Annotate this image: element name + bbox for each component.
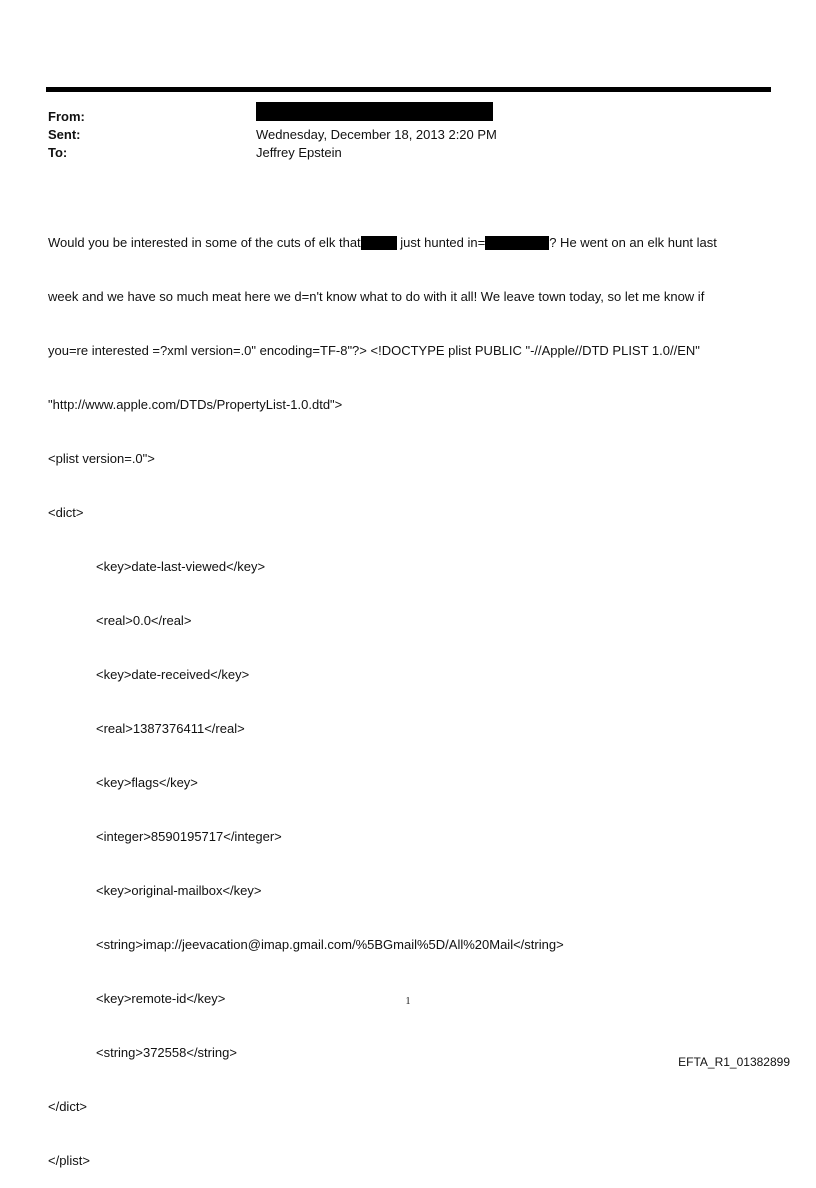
body-text-segment: just hunted in=	[396, 235, 486, 250]
body-line: <plist version=.0">	[48, 451, 155, 466]
dict-line: <string>imap://jeevacation@imap.gmail.com/%5BGmail%5D/All%20Mail</string>	[96, 937, 564, 952]
page-number: 1	[405, 996, 411, 1007]
redaction-block	[256, 102, 493, 121]
sent-row	[48, 126, 768, 144]
dict-line: <key>date-received</key>	[96, 667, 250, 682]
sent-value: Wednesday, December 18, 2013 2:20 PM	[256, 127, 497, 142]
document-id: EFTA_R1_01382899	[678, 1055, 790, 1069]
body-text-segment: ? He went on an elk hunt last	[549, 235, 717, 250]
from-row	[48, 108, 768, 126]
body-text-segment: Would you be interested in some of the cuts of elk that	[48, 235, 361, 250]
dict-line: <real>1387376411</real>	[96, 721, 245, 736]
body-line: week and we have so much meat here we d=n't know what to do with it all! We leave town today, so let me know if	[48, 289, 705, 304]
redaction-block	[361, 236, 397, 250]
dict-line: <key>original-mailbox</key>	[96, 883, 262, 898]
to-label: To:	[48, 145, 68, 160]
email-header	[48, 108, 768, 162]
body-line	[48, 234, 770, 252]
dict-line: <key>date-last-viewed</key>	[96, 559, 266, 574]
from-label: From:	[48, 109, 85, 124]
dict-line: <real>0.0</real>	[96, 613, 192, 628]
body-line: "http://www.apple.com/DTDs/PropertyList-1.0.dtd">	[48, 397, 343, 412]
body-line: you=re interested =?xml version=.0" encoding=TF-8"?> <!DOCTYPE plist PUBLIC "-//Apple//DTD PLIST 1.0//EN"	[48, 343, 700, 358]
email-body	[48, 198, 770, 1188]
to-row	[48, 144, 768, 162]
to-value: Jeffrey Epstein	[256, 145, 342, 160]
redaction-block	[485, 236, 549, 250]
body-line: <dict>	[48, 505, 84, 520]
dict-line: <key>remote-id</key>	[96, 991, 226, 1006]
dict-line: <integer>8590195717</integer>	[96, 829, 282, 844]
body-line: </dict>	[48, 1099, 88, 1114]
dict-line: <key>flags</key>	[96, 775, 198, 790]
sent-label: Sent:	[48, 127, 81, 142]
header-rule	[46, 87, 771, 92]
dict-line: <string>372558</string>	[96, 1045, 237, 1060]
body-line: </plist>	[48, 1153, 90, 1168]
from-value	[256, 102, 493, 126]
